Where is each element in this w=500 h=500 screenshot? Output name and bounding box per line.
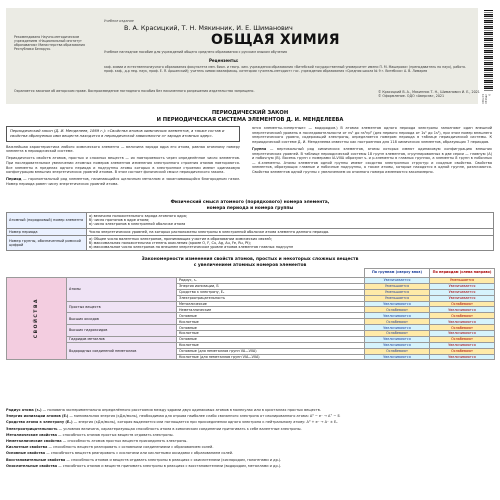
- header-spacer: [177, 269, 365, 278]
- paragraph: Периодичность свойств атомов, простых и сложных веществ — их повторяемость через определённое число элементов. При последовательном увеличении атомных номеров элементов изменения электронного строения атомов повторяются. Все элементы в пределах одного периода и подгруппы атомы которых в электронном строении имеют одинаковую конфигурацию внешних энергетических уровней атомов. В этом состоит физический смысл периодического закона.: [6, 156, 240, 175]
- phys-meaning: [87, 213, 494, 229]
- period-trend-cell: Ослабевают: [430, 336, 495, 342]
- period-trend-cell: Ослабевают: [430, 325, 495, 331]
- group-trend-cell: Уменьшается: [365, 289, 430, 295]
- edition-type-label: Учебное издание: [104, 19, 134, 23]
- section-title: ПЕРИОДИЧЕСКИЙ ЗАКОН: [211, 110, 289, 116]
- phys-meaning-item: Число энергетических уровней, на которых расположены электроны в электронной оболочке атома элемента данного периода.: [89, 229, 330, 234]
- text-column-right: [252, 126, 492, 177]
- category-cell: Высших гидроксидов: [67, 325, 177, 337]
- phys-row: [7, 235, 494, 251]
- period-trend-cell: Увеличиваются: [430, 331, 495, 337]
- phys-meaning-item: а) Общее число валентных электронов, принимающих участие в образовании химических связей;: [89, 236, 272, 241]
- barcode-bars: [484, 10, 493, 92]
- publication-subtitle: Учебное наглядное пособие для учреждений общего среднего образования с русским языком обучения: [104, 50, 287, 54]
- phys-meaning-item: в) число электронов в электронной оболочке атома: [89, 222, 186, 227]
- period-definition: — горизонтальный ряд элементов, начинающийся щелочным металлом и заканчивающийся благородным газом. Номер периода равен числу энергетических уровней атома.: [6, 177, 240, 186]
- definition-term: Электроотрицательность: [6, 426, 58, 431]
- property-cell: Кислотные: [177, 331, 365, 337]
- phys-meaning-item: б) максимальная положительная степень окисления (кроме O, F, Cu, Ag, Au, Fe, Ru, Pt);: [89, 240, 251, 245]
- col-header-groups: По группам (сверху вниз): [365, 269, 430, 278]
- definition-term: Окислительные свойства: [6, 463, 58, 468]
- definition: [6, 420, 494, 425]
- group-trend-cell: Уменьшается: [365, 283, 430, 289]
- regularities-title: [0, 257, 500, 268]
- definition-text: — половина экспериментально определённого расстояния между ядрами двух одинаковых атомов в молекулах или в кристаллах простых веществ.: [41, 408, 321, 412]
- physical-meaning-title-line2: номера периода и номера группы: [206, 205, 294, 211]
- definition: [6, 451, 494, 456]
- definition: [6, 433, 494, 438]
- property-cell: Кислотные: [177, 342, 365, 348]
- reviewers-label: Рецензенты:: [209, 58, 239, 63]
- period-trend-cell: Ослабевают: [430, 313, 495, 319]
- phys-row: [7, 213, 494, 229]
- period-trend-cell: Увеличиваются: [430, 354, 495, 360]
- property-cell: Энергия ионизации, Eᵢ: [177, 283, 365, 289]
- vertical-label-text: СВОЙСТВА: [33, 298, 39, 339]
- definition: [6, 458, 494, 463]
- category-cell: Простых веществ: [67, 301, 177, 313]
- phys-term: Номер периода: [7, 228, 87, 235]
- phys-meaning-item: в) максимальное число электронов на внешнем энергетическом уровне атомов элементов главных подгрупп: [89, 245, 294, 250]
- group-trend-cell: Увеличивается: [365, 278, 430, 284]
- definition-term: Кислотные свойства: [6, 445, 48, 450]
- phys-meaning: [87, 228, 494, 235]
- period-trend-cell: Уменьшается: [430, 278, 495, 284]
- paragraph-group: [252, 147, 492, 175]
- period-trend-cell: Увеличивается: [430, 295, 495, 301]
- phys-term: Номер группы, обозначенный римской цифрой: [7, 235, 87, 251]
- definition-text: — минимальная энергия (кДж/моль), необходимая для отрыва наиболее слабо связанного электрона от изолированного атома: A⁰ − e⁻ → A⁺ − Eᵢ: [68, 414, 341, 419]
- property-cell: Сродство к электрону, Eₑ: [177, 289, 365, 295]
- section-subtitle: И ПЕРИОДИЧЕСКАЯ СИСТЕМА ЭЛЕМЕНТОВ Д. И. МЕНДЕЛЕЕВА: [156, 117, 344, 123]
- definition-text: — энергия (кДж/моль), которая выделяется или поглощается при присоединении одного электрона к нейтральному атому: A⁰ + e⁻ → A⁻ ± Eₑ: [72, 420, 338, 425]
- property-cell: Неметаллические: [177, 307, 365, 313]
- col-header-periods: По периодам (слева направо): [430, 269, 495, 278]
- group-trend-cell: Увеличиваются: [365, 336, 430, 342]
- property-cell: Кислотные (для неметаллов групп VIA—VIIA): [177, 354, 365, 360]
- definition-text: — способность атомов простых веществ отдавать электроны.: [56, 432, 174, 437]
- regularities-table: [6, 268, 495, 360]
- group-trend-cell: Увеличиваются: [365, 354, 430, 360]
- group-trend-cell: Увеличиваются: [365, 313, 430, 319]
- group-trend-cell: Увеличиваются: [365, 301, 430, 307]
- regularities-title-line2: с увеличением атомных номеров элементов: [193, 262, 307, 268]
- publication-header: [6, 8, 478, 104]
- copyright-notice: Охраняется законом об авторском праве. Воспроизведение наглядного пособия без письменного разрешения издательства запрещено.: [14, 89, 255, 93]
- properties-vertical-label: [7, 278, 67, 360]
- paragraph: ются элементы-«инертные» — водородом.) В атомах элементов одного периода электроны заполняют один внешний энергетический уровень в последовательности от ns¹ до ns²np⁶ (для первого периода от 1s¹ до 1s²), при этом номер внешнего энергетического уровня, содержащий электроны, определяется номером периода в таблице периодической системы. К периодической системе Д. И. Менделеева известны как построенная для 118 химических элементов, образующих 7 периодов.: [252, 126, 492, 144]
- definition-term: Неметаллические свойства: [6, 439, 62, 444]
- definition: [6, 439, 494, 444]
- period-trend-cell: Ослабевают: [430, 348, 495, 354]
- definition: [6, 445, 494, 450]
- reviewers-text: каф. химии и естественнонаучного образования факультета мен. биол. и геогр. хим. учреждения образования «Витебский государственный университет имени П. М. Машерова» (преподаватель по наук), работа. проф. каф., д-р пед. наук, проф. Е. Я. Аршанский); учитель химии квалификац. категории «учитель-методист» гос. учреждения образования «Средняя школа № 9 г. Витебска» А. В. Лимарев: [104, 65, 466, 74]
- definition-text: — способность веществ реагировать с кислотами или кислотными оксидами с образованием солей.: [45, 451, 234, 456]
- physical-meaning-title: [0, 200, 500, 211]
- period-trend-cell: Увеличиваются: [430, 319, 495, 325]
- property-cell: Металлические: [177, 301, 365, 307]
- group-trend-cell: Ослабевают: [365, 348, 430, 354]
- main-title: ОБЩАЯ ХИМИЯ: [211, 32, 340, 48]
- definition-text: — способность атомов и веществ принимать электроны в реакциях с восстановителями (водородом, металлами и др.).: [57, 463, 282, 468]
- phys-meaning-item: а) величина положительного заряда атомного ядра;: [89, 214, 188, 218]
- definition-term: Восстановительные свойства: [6, 457, 66, 462]
- phys-meaning-item: б) число протонов в ядре атома;: [89, 218, 150, 223]
- property-cell: Основные: [177, 336, 365, 342]
- physical-meaning-title-line1: Физический смысл атомного (порядкового) номера элемента,: [170, 200, 330, 205]
- definition: [6, 408, 494, 413]
- paragraph-period: [6, 177, 240, 186]
- definition-term: Радиус атома (rₐ): [6, 408, 42, 412]
- isbn-number: 9 785190 107410: [481, 94, 491, 104]
- phys-row: [7, 228, 494, 235]
- definitions-list: [6, 408, 494, 470]
- definition-term: Сродство атома к электрону (Eₑ): [6, 420, 73, 425]
- definition: [6, 427, 494, 432]
- property-cell: Основные: [177, 325, 365, 331]
- definition-text: — способность атомов простых веществ присоединять электроны.: [61, 439, 188, 444]
- group-trend-cell: Ослабевают: [365, 319, 430, 325]
- header-spacer: [7, 269, 67, 278]
- definition: [6, 464, 494, 469]
- phys-term: Атомный (порядковый) номер элемента: [7, 213, 87, 229]
- periodic-law-box: Периодический закон (Д. И. Менделеев, 1869 г.): «Свойства атомов химических элементов, а также состав и свойства образуемых ими веществ находятся в периодической зависимости от заряда атомных ядер».: [6, 126, 240, 142]
- category-cell: Водородных соединений неметаллов: [67, 342, 177, 360]
- definition-term: Основные свойства: [6, 451, 46, 456]
- group-trend-cell: Ослабевают: [365, 331, 430, 337]
- group-trend-cell: Уменьшается: [365, 295, 430, 301]
- period-trend-cell: Ослабевают: [430, 301, 495, 307]
- phys-meaning: [87, 235, 494, 251]
- header-spacer: [67, 269, 177, 278]
- group-trend-cell: Увеличиваются: [365, 325, 430, 331]
- paragraph: Важнейшая характеристика любого химического элемента — величина заряда ядра его атома, равная атомному номеру элемента в периодической системе.: [6, 144, 240, 154]
- term-group: Группа: [252, 146, 267, 151]
- definition: [6, 414, 494, 419]
- approval-note: Рекомендовано Научно-методическим учреждением «Национальный институт образования» Министерства образования Республики Беларусь: [14, 35, 85, 51]
- category-cell: Гидридов металлов: [67, 336, 177, 342]
- authors: В. А. Красицкий, Т. Н. Мякинник, И. Е. Шиманович: [124, 24, 293, 32]
- definition-term: Энергия ионизации атомов (Eᵢ): [6, 414, 69, 419]
- copyright-holders: © Красицкий В. А., Мякинник Т. Н., Шиманович И. Е., 2021 © Оформление. ОДО «Аверсэв», 2021: [378, 90, 480, 99]
- group-trend-cell: Ослабевают: [365, 307, 430, 313]
- definition-text: — способность веществ реагировать с основными соединениями с образованием солей.: [47, 445, 214, 450]
- property-cell: Кислотные: [177, 319, 365, 325]
- physical-meaning-table: [6, 212, 494, 251]
- group-trend-cell: Увеличиваются: [365, 342, 430, 348]
- regularities-title-line1: Закономерности изменения свойств атомов, простых и некоторых сложных веществ: [141, 257, 359, 262]
- period-trend-cell: Увеличиваются: [430, 342, 495, 348]
- text-column-left: [6, 126, 240, 189]
- definition-term: Металлические свойства: [6, 432, 57, 437]
- property-cell: Основные (для неметаллов групп VA—VIIA): [177, 348, 365, 354]
- category-cell: Атомы: [67, 278, 177, 302]
- barcode: [480, 8, 496, 106]
- period-trend-cell: Увеличивается: [430, 289, 495, 295]
- period-trend-cell: Увеличиваются: [430, 307, 495, 313]
- property-cell: Основные: [177, 313, 365, 319]
- category-cell: Высших оксидов: [67, 313, 177, 325]
- group-definition: — вертикальный ряд химических элементов, атомы которых имеют одинаковую конфигурацию внешних энергетических уровней. В таблице периодической системы 18 групп элементов, сгруппированных в две серии — главную (A) и побочную (B). Восемь групп с номерами IA-VIIIA образуют s- и p-элементы в главных группах, а элементы 8 групп в побочных — d-элементы. Атомы элементов одной группы имеют сходство электронных структур и сходные свойства. Свойства элементов, образующих главные и побочные подгруппы, а также атомы, которые находятся в одной группе, различаются. Свойства элементов одной группы с увеличением их атомного номера изменяются закономерно.: [252, 146, 492, 174]
- period-trend-cell: Увеличивается: [430, 283, 495, 289]
- term-period: Период: [6, 177, 22, 182]
- definition-text: — способность атомов и веществ отдавать электроны в реакциях с окислителями (кислородом, галогенами и др.).: [65, 457, 282, 462]
- property-cell: Радиус, rₐ: [177, 278, 365, 284]
- definition-text: — условная величина, характеризующая способность атома в химическом соединении притягивать к себе валентные электроны.: [57, 426, 302, 431]
- property-cell: Электроотрицательность: [177, 295, 365, 301]
